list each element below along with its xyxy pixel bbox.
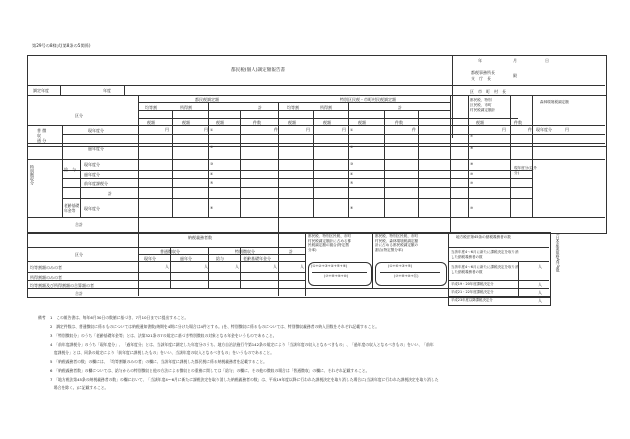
circle-14: ⑧ [470,146,474,150]
col-kako: 過年分 [180,256,192,261]
yen-3: 円 [306,127,310,132]
col-zeigaku-6: 税額 [358,120,366,125]
eco-gendo: 現年度分 [536,127,552,132]
person-9: 人 [538,298,542,303]
header-pref: 都民税調定額 [195,97,219,102]
col-gendo: 現年分 [144,256,156,261]
yen-5: 円 [502,127,506,132]
ratio-header-1: 都民税、特別区民税、市町 村民税調定額計に占める都 民税調定額の割合(特定徴 分率) [308,234,352,252]
col-kensu-3: 件数 [514,120,522,125]
special-label: 特別徴収分 [30,165,35,185]
yen-1: 円 [165,127,169,132]
circle-17: ⑩ [470,181,474,185]
note-1: 1 この報告書は、毎年6月30日の数値に基づき、7月10日までに提出すること。 [50,315,189,320]
section2-group: 納税義務者数 [188,235,212,240]
formula-1b: (⑦+⑧+⑨+⑩) [324,274,349,278]
yen-6: 円 [565,127,569,132]
nenkin-label: 老齢基礎 年金等 [64,203,80,213]
circle-8: ② [350,145,354,149]
date-day: 日 [545,58,549,63]
fiscal-year-label: 調定年度 [33,88,49,93]
col-kinto-2: 均等割 [287,105,299,110]
person-8: 人 [538,290,542,295]
fiscal-year-suffix: 年度 [103,88,111,93]
col-kinto: 均等割 [145,105,157,110]
date-month: 月 [513,58,517,63]
circle-2: ② [210,145,214,149]
formula-2b: (⑦+⑧+⑩+⑪) [394,274,419,278]
person-6: 人 [538,264,542,269]
date-year: 年 [478,58,482,63]
section2-category-header: 区分 [75,252,83,257]
formula-2: (①+⑥+③+⑤) [388,264,413,268]
col-zeigaku-5: 税額 [323,120,331,125]
col-kensu-1: 件数 [253,120,261,125]
yen-4: 円 [342,127,346,132]
count-sub-2: 平成21・22年度課税決定分 [451,290,494,294]
circle-5: ⑤ [210,181,214,185]
person-5: 人 [300,264,304,269]
row-kyuyo-gendo: 現年度分 [84,162,100,167]
note-4: 4 「前年度課税分」のうち「現年度分」、「過年度分」とは、当該年度に調定した年度分のうち、地方自治法施行令第142条の規定により「当該年度の収入となるべきもの」、「過年度の収入となるべきもの」をいい、「前年 [50,342,434,347]
col-kyuyo: 給与 [216,256,224,261]
count-extra-row [448,296,551,306]
note-6: 6 「納税義務者数」の欄については、給与からの特別徴収と他の方法による徴収との重複に関しては「給与」の欄に、その他の徴収の場合は「普通徴収」の欄に、それぞれ記載すること。 [50,368,370,373]
note-2: 2 調定件数は、普通徴収に係るものについては納税通知書数(納期を4期に分けた場合は4件とする。)を、特別徴収に係るものについては、特別徴収義務者の納入回数をそれぞれ記載すること。 [50,324,379,329]
regular-label: 普 徴 収 通 分 [37,128,47,143]
row-kyuyo-kako: 過年度分 [84,172,100,177]
count-sub-1: 平成19・20年度課税決定分 [451,282,494,286]
header-muni: 特別区民税・市町村民税調定額 [340,97,396,102]
circle-10: ④ [350,172,354,176]
sub-normal: 普通徴収分 [160,249,180,254]
count-row-1: 当該年度4～6月に新たに課税決定を取り消 した納税義務者の数 [451,250,519,259]
count-header: 地方税法第45条の納税義務者の数 [456,235,511,239]
col-zeigaku-1: 税額 [147,120,155,125]
circle-1: ① [210,128,214,132]
sub-special: 特別徴収分 [235,249,255,254]
circle-11: ⑤ [350,181,354,185]
row-nenkin-gendo: 現年度分 [84,206,100,211]
addressee-honorific: 殿 [513,73,517,78]
circle-16: ⑩ [470,172,474,176]
eco-header: 森林環境税調定額 [540,100,569,104]
yen-2: 円 [204,127,208,132]
col-total-s2: 計 [289,249,293,254]
addressee-line1: 都税事務所長 [471,70,495,75]
note-5: 5 「納税義務者の数」の欄には、「均等割額のみの者」の欄に、当該年度に課税した都民税に係る納税義務者を記載すること。 [50,359,267,364]
row-shotoku-only: 所得割額のみの者 [30,275,62,280]
row-both: 均等割額及び所得割額の合算額の者 [30,283,94,288]
report-title: 都民税(個人)調定額報告書 [231,68,286,73]
note-4b: 度課税分」とは、同条の規定により「前年度に課税したもの」をいい、当該年度の収入となるべきもの」をいうものであること。 [50,350,275,355]
col-zeigaku-4: 税額 [288,120,296,125]
circle-3: ③ [210,162,214,166]
note-3: 3 「特別徴収分」のうち「老齢基礎年金等」とは、法第321条の7の規定に基づき特別徴収の対象となる年金をいうものであること。 [50,333,277,338]
col-zeigaku-2: 税額 [182,120,190,125]
circle-9: ③ [350,162,354,166]
row-total-s2: 合計 [75,291,83,296]
count-sub-3: 平成23年度以降課税決定分 [451,298,493,302]
ken-3: 件 [528,127,532,132]
circle-13: ⑦ [470,134,474,138]
person-4: 人 [273,264,277,269]
formula-1: (①+②+③+④+⑤+⑥) [311,264,348,268]
count-row-2: 当該年度4～6月に新たに課税決定を取り消 した納税義務者の数 [451,265,519,274]
circle-12: ⑥ [350,206,354,210]
person-2: 人 [204,264,208,269]
col-zeigaku-7: 税額 [476,120,484,125]
row-regular-gendo: 現年度分 [88,128,104,133]
note-7: 7 「地方税法第45条の納税義務者の数」の欄において、「当該年度4～6月に新たに課税決定を取り消した納税義務者の数」は、平成19年度以降に行われた課税決定を取り消した場合に(当該年度に行われた課税決定を取り消した [50,377,439,382]
side-header: 都民税、特別 区民税、市町 村民税調定額計 [470,98,496,112]
person-3: 人 [235,264,239,269]
municipality-label: 区 市 町 村 長 [470,89,506,94]
col-nenkin: 老齢基礎年金分 [243,256,271,261]
ratio-header-2: 都民税、特別区民税、市町 村民税、森林環境税調定額 計に占める都民税調定額の 割合(特定徴分率) [375,234,419,252]
col-shotoku: 所得割 [180,105,192,110]
circle-6: ⑥ [210,206,214,210]
col-zeigaku-3: 税額 [216,120,224,125]
circle-7: ① [350,128,354,132]
addressee-line2: 支 庁 長 [471,76,491,81]
ken-1: 件 [274,127,278,132]
section1-table [27,95,607,234]
rule [452,85,605,86]
circle-15: ⑨ [470,162,474,166]
col-kensu-2: 件数 [395,120,403,125]
ken-2: 件 [412,127,416,132]
form-label: 第29号の8様式(第8条の5関係) [32,43,91,48]
note-7b: 場合を除く。)に記載すること。 [50,385,109,390]
row-kyuyo-total: 計 [108,191,112,196]
row-regular-kako: 過年度分 [88,146,104,151]
circle-4: ④ [210,172,214,176]
col-total-2: 計 [398,105,402,110]
kyuyo-label: 給 与 [64,167,76,172]
person-1: 人 [165,264,169,269]
side-vertical-note: (日本産業規格A列3番) [556,234,561,273]
person-7: 人 [538,282,542,287]
row-zennendo: 前年度課税分 [84,181,108,186]
side-gendo-note: 現年度分(以外 分) [514,166,537,175]
circle-18: ⑩ [470,206,474,210]
col-total: 計 [258,105,262,110]
col-shotoku-2: 所得割 [320,105,332,110]
row-total: 合計 [75,222,83,227]
row-kinto-only: 均等割額のみの者 [30,265,62,270]
section1-category-header: 区分 [75,113,83,118]
notes-heading: 備考 [38,315,46,320]
